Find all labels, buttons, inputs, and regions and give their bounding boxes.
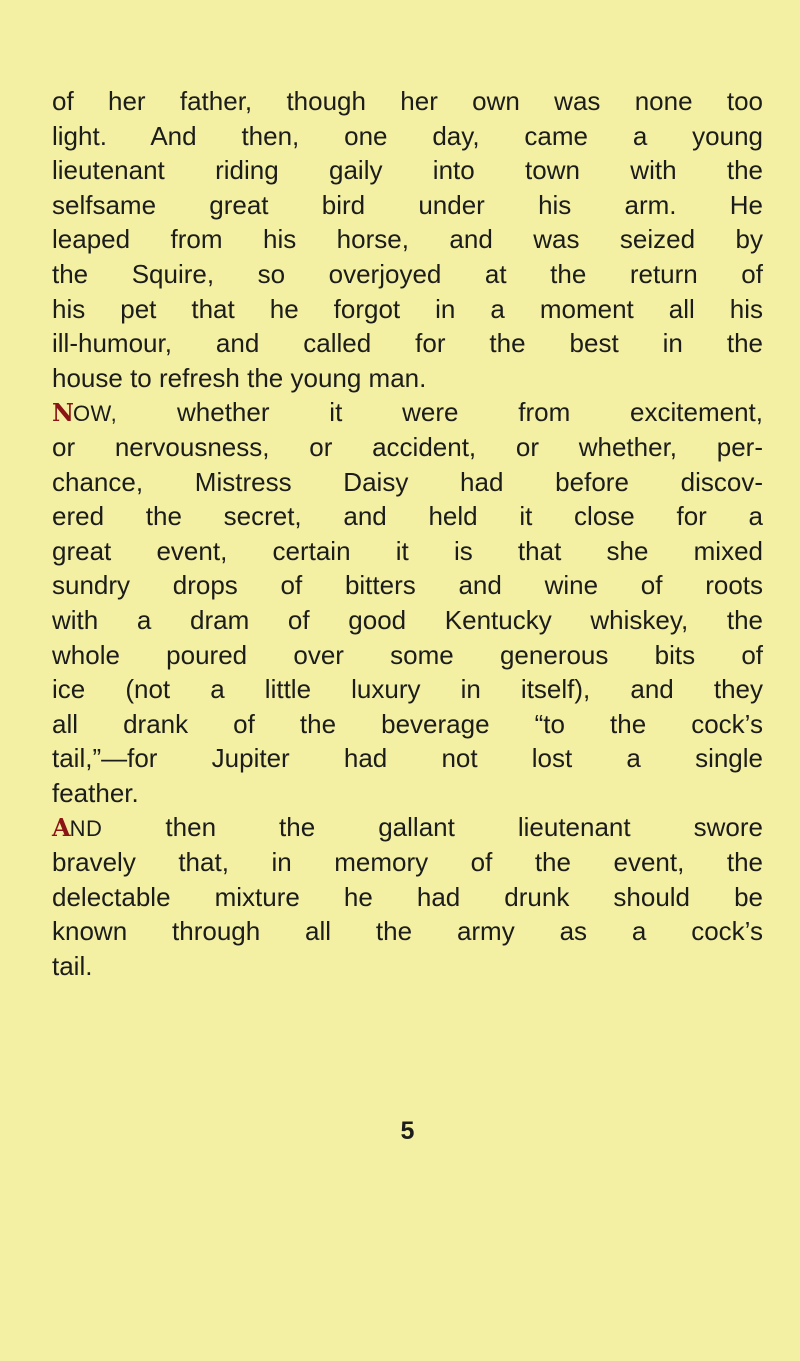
text-line: whole poured over some generous bits of xyxy=(52,639,763,670)
first-line-text: then the gallant lieutenant swore xyxy=(102,812,763,843)
paragraph-1 xyxy=(52,84,763,395)
text-line: known through all the army as a cock’s xyxy=(52,916,763,947)
text-line: great event, certain it is that she mixed xyxy=(52,535,763,566)
text-line-with-initial xyxy=(52,810,763,845)
decorated-initial: A xyxy=(52,813,70,843)
text-line: bravely that, in memory of the event, the xyxy=(52,847,763,878)
text-line-with-initial xyxy=(52,395,763,430)
first-line-text: whether it were from excitement, xyxy=(117,397,763,428)
text-line: delectable mixture he had drunk should be xyxy=(52,881,763,912)
text-line: or nervousness, or accident, or whether, per- xyxy=(52,431,763,462)
text-line: all drank of the beverage “to the cock’s xyxy=(52,708,763,739)
text-line: tail,”—for Jupiter had not lost a single xyxy=(52,743,763,774)
text-line: with a dram of good Kentucky whiskey, the xyxy=(52,604,763,635)
text-line: tail. xyxy=(52,950,93,981)
paragraph-3 xyxy=(52,810,763,983)
text-line: ill-humour, and called for the best in the xyxy=(52,328,763,359)
text-line: leaped from his horse, and was seized by xyxy=(52,224,763,255)
text-line: of her father, though her own was none too xyxy=(52,86,763,116)
text-line: feather. xyxy=(52,777,139,808)
text-line: ered the secret, and held it close for a xyxy=(52,501,763,532)
text-line: sundry drops of bitters and wine of roots xyxy=(52,570,763,601)
small-caps-word: OW, xyxy=(72,401,118,427)
small-caps-word: ND xyxy=(69,816,103,842)
text-line: lieutenant riding gaily into town with the xyxy=(52,155,763,186)
text-line: chance, Mistress Daisy had before discov- xyxy=(52,466,763,497)
text-line: the Squire, so overjoyed at the return of xyxy=(52,258,763,289)
text-line: his pet that he forgot in a moment all his xyxy=(52,293,763,324)
text-line: light. And then, one day, came a young xyxy=(52,120,763,151)
paragraph-2 xyxy=(52,395,763,810)
page-number: 5 xyxy=(400,1117,415,1145)
book-page xyxy=(52,84,763,1145)
text-line: selfsame great bird under his arm. He xyxy=(52,189,763,220)
text-line: house to refresh the young man. xyxy=(52,362,427,393)
text-line: ice (not a little luxury in itself), and they xyxy=(52,674,763,705)
decorated-initial: N xyxy=(52,398,73,428)
